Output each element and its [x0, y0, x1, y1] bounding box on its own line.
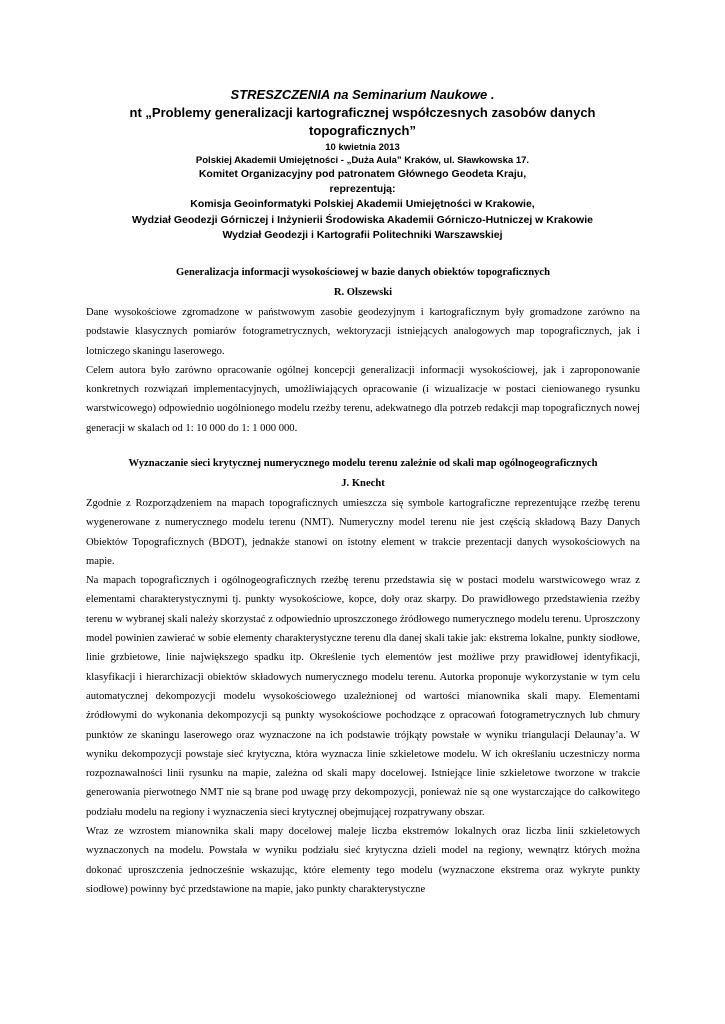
seminar-header	[80, 86, 645, 243]
committee-line: Wydział Geodezji i Kartografii Politechniki Warszawskiej	[222, 228, 503, 241]
seminar-topic-line1: nt „Problemy generalizacji kartograficznej współczesnych zasobów danych	[129, 105, 596, 120]
committee-line: Komisja Geoinformatyki Polskiej Akademii Umiejętności w Krakowie,	[190, 198, 535, 211]
abstract-author: R. Olszewski	[333, 287, 393, 298]
abstract-section	[86, 263, 640, 438]
seminar-date: 10 kwietnia 2013	[325, 142, 400, 153]
committee-line: Komitet Organizacyjny pod patronatem Głównego Geodeta Kraju,	[198, 168, 527, 180]
abstract-paragraph: Dane wysokościowe zgromadzone w państwowym zasobie geodezyjnym i kartograficznym były gromadzone zarówno na podstawie klasycznych pomiarów fotogrametrycznych, wektoryzacji istniejących analogowych map topograficznych, jak i lotniczego skaningu laserowego.	[86, 307, 640, 357]
seminar-venue: Polskiej Akademii Umiejętności - „Duża Aula” Kraków, ul. Sławkowska 17.	[195, 155, 530, 166]
committee-line: reprezentują:	[329, 183, 396, 196]
abstract-paragraph: Celem autora było zarówno opracowanie ogólnej koncepcji generalizacji informacji wysokościowej, jak i zaproponowanie konkretnych rozwiązań implementacyjnych, umożliwiających opracowanie (i wizualizacje w postaci cieniowanego rysunku warstwicowego) odpowiednio uogólnionego modelu rzeźby terenu, adekwatnego dla potrzeb redakcji map topograficznych nowej generacji w skalach od 1: 10 000 do 1: 1 000 000.	[86, 364, 640, 434]
abstract-title: Wyznaczanie sieci krytycznej numerycznego modelu terenu zależnie od skali map ogólnogeograficznych	[128, 458, 598, 469]
abstract-paragraph: Wraz ze wzrostem mianownika skali mapy docelowej maleje liczba ekstremów lokalnych oraz liczba linii szkieletowych wyznaczonych na modelu. Powstała w wyniku podziału sieć krytyczna dzieli model na regiony, wewnątrz których można dokonać uproszczenia jednocześnie wskazując, które elementy tego modelu (wyznaczone ekstrema oraz wykryte punkty siodłowe) powinny być przedstawione na mapie, jako punkty charakterystyczne	[86, 826, 640, 895]
seminar-title: STRESZCZENIA na Seminarium Naukowe .	[230, 87, 495, 102]
abstract-section	[86, 454, 640, 899]
abstract-paragraph: Zgodnie z Rozporządzeniem na mapach topograficznych umieszcza się symbole kartograficzne reprezentujące rzeźbę terenu wygenerowane z numerycznego modelu terenu (NMT). Numeryczny model terenu nie jest częścią składową Bazy Danych Obiektów Topograficznych (BDOT), jednakże stanowi on istotny element w trakcie prezentacji danych wysokościowych na mapie.	[86, 498, 640, 567]
abstract-paragraph: Na mapach topograficznych i ogólnogeograficznych rzeźbę terenu przedstawia się w postaci modelu warstwicowego wraz z elementami charakterystycznymi tj. punkty wysokościowe, kopce, doły oraz skarpy. Do prawidłowego przedstawienia rzeźby terenu w wybranej skali należy skorzystać z odpowiednio uproszczonego źródłowego numerycznego modelu terenu. Uproszczony model powinien zawierać w sobie elementy charakterystyczne terenu dla danej skali takie jak: ekstrema lokalne, punkty siodłowe, linie grzbietowe, linie największego spadku itp. Określenie tych elementów jest możliwe przy prawidłowej identyfikacji, klasyfikacji i hierarchizacji obiektów składowych numerycznego modelu terenu. Autorka proponuje wykorzystanie w tym celu automatycznej dekompozycji modelu wysokościowego uzależnionej od wartości mianownika skali mapy. Elementami źródłowymi do wykonania dekompozycji są punkty wysokościowe pochodzące z opracowań fotogrametrycznych lub chmury punktów ze skaningu laserowego oraz wyznaczone na ich podstawie trójkąty powstałe w wyniku triangulacji Delaunay’a. W wyniku dekompozycji powstaje sieć krytyczna, która wyznacza linie szkieletowe modelu. W ich określaniu uczestniczy norma rozpoznawalności linii rysunku na mapie, zależna od skali mapy docelowej. Istniejące linie szkieletowe tworzone w trakcie generowania pierwotnego NMT nie są brane pod uwagę przy dekompozycji, ponieważ nie są one wystarczające do całkowitego podziału modelu na regiony i wyznaczenia sieci krytycznej obejmującej rozpatrywany obszar.	[86, 575, 640, 818]
seminar-topic-line2: topograficznych”	[309, 123, 416, 138]
abstract-title: Generalizacja informacji wysokościowej w bazie danych obiektów topograficznych	[176, 267, 550, 278]
abstract-author: J. Knecht	[341, 478, 385, 489]
committee-line: Wydział Geodezji Górniczej i Inżynierii Środowiska Akademii Górniczo-Hutniczej w Krakowie	[132, 213, 593, 226]
